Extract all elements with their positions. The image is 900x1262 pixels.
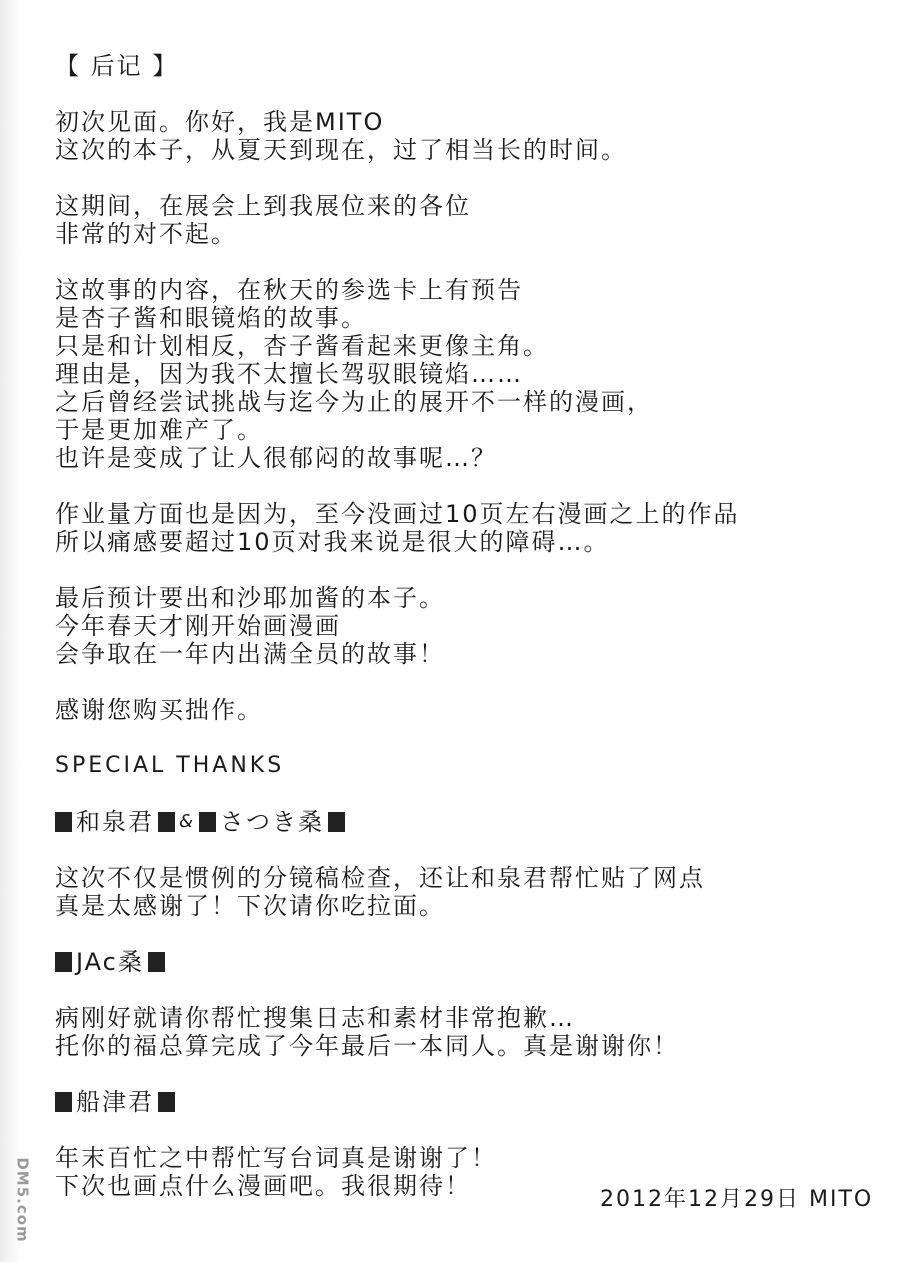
text-line: 之后曾经尝试挑战与迄今为止的展开不一样的漫画， xyxy=(55,388,653,416)
site-watermark xyxy=(12,1150,34,1250)
watermark-logo: DM5.com xyxy=(14,1157,32,1243)
text-line: 这期间，在展会上到我展位来的各位 xyxy=(55,192,471,220)
recipient-name: 和泉君 xyxy=(76,808,154,836)
thanks-recipient-heading xyxy=(55,808,855,836)
ampersand: & xyxy=(179,811,196,832)
black-square-marker xyxy=(199,812,216,832)
text-line: 于是更加难产了。 xyxy=(55,416,263,444)
text-line: 病刚好就请你帮忙搜集日志和素材非常抱歉… xyxy=(55,1004,575,1032)
text-line: 会争取在一年内出满全员的故事！ xyxy=(55,640,445,668)
text-line: 是杏子酱和眼镜焰的故事。 xyxy=(55,304,367,332)
black-square-marker xyxy=(55,812,72,832)
recipient-name: JAc桑 xyxy=(76,948,144,976)
text-line: 也许是变成了让人很郁闷的故事呢…？ xyxy=(55,444,497,472)
recipient-name: 船津君 xyxy=(76,1088,154,1116)
text-line: 真是太感谢了！下次请你吃拉面。 xyxy=(55,892,445,920)
recipient-name: さつき桑 xyxy=(220,808,325,836)
black-square-marker xyxy=(328,812,345,832)
black-square-marker xyxy=(55,1092,72,1112)
afterword-title: 【 后记 】 xyxy=(55,52,179,80)
special-thanks-heading: SPECIAL THANKS xyxy=(55,753,285,778)
text-line: 初次见面。你好，我是MITO xyxy=(55,108,385,136)
text-line: 非常的对不起。 xyxy=(55,220,237,248)
page-edge-shadow xyxy=(0,0,22,1262)
afterword-content xyxy=(55,52,855,1200)
thanks-recipient-heading xyxy=(55,948,855,976)
text-line: 下次也画点什么漫画吧。我很期待！ xyxy=(55,1172,471,1200)
text-line: 这次的本子，从夏天到现在，过了相当长的时间。 xyxy=(55,136,627,164)
black-square-marker xyxy=(55,952,72,972)
signature-date: 2012年12月29日 MITO xyxy=(600,1187,874,1212)
text-line: 今年春天才刚开始画漫画 xyxy=(55,612,341,640)
thanks-recipient-heading xyxy=(55,1088,855,1116)
text-line: 感谢您购买拙作。 xyxy=(55,696,263,724)
black-square-marker xyxy=(148,952,165,972)
text-line: 作业量方面也是因为，至今没画过10页左右漫画之上的作品 xyxy=(55,500,740,528)
black-square-marker xyxy=(158,1092,175,1112)
text-line: 托你的福总算完成了今年最后一本同人。真是谢谢你！ xyxy=(55,1032,679,1060)
text-line: 只是和计划相反，杏子酱看起来更像主角。 xyxy=(55,332,549,360)
text-line: 这故事的内容，在秋天的参选卡上有预告 xyxy=(55,276,523,304)
text-line: 最后预计要出和沙耶加酱的本子。 xyxy=(55,584,445,612)
text-line: 年末百忙之中帮忙写台词真是谢谢了！ xyxy=(55,1144,497,1172)
black-square-marker xyxy=(158,812,175,832)
text-line: 理由是，因为我不太擅长驾驭眼镜焰…… xyxy=(55,360,523,388)
text-line: 所以痛感要超过10页对我来说是很大的障碍…。 xyxy=(55,528,610,556)
text-line: 这次不仅是惯例的分镜稿检查，还让和泉君帮忙贴了网点 xyxy=(55,864,705,892)
